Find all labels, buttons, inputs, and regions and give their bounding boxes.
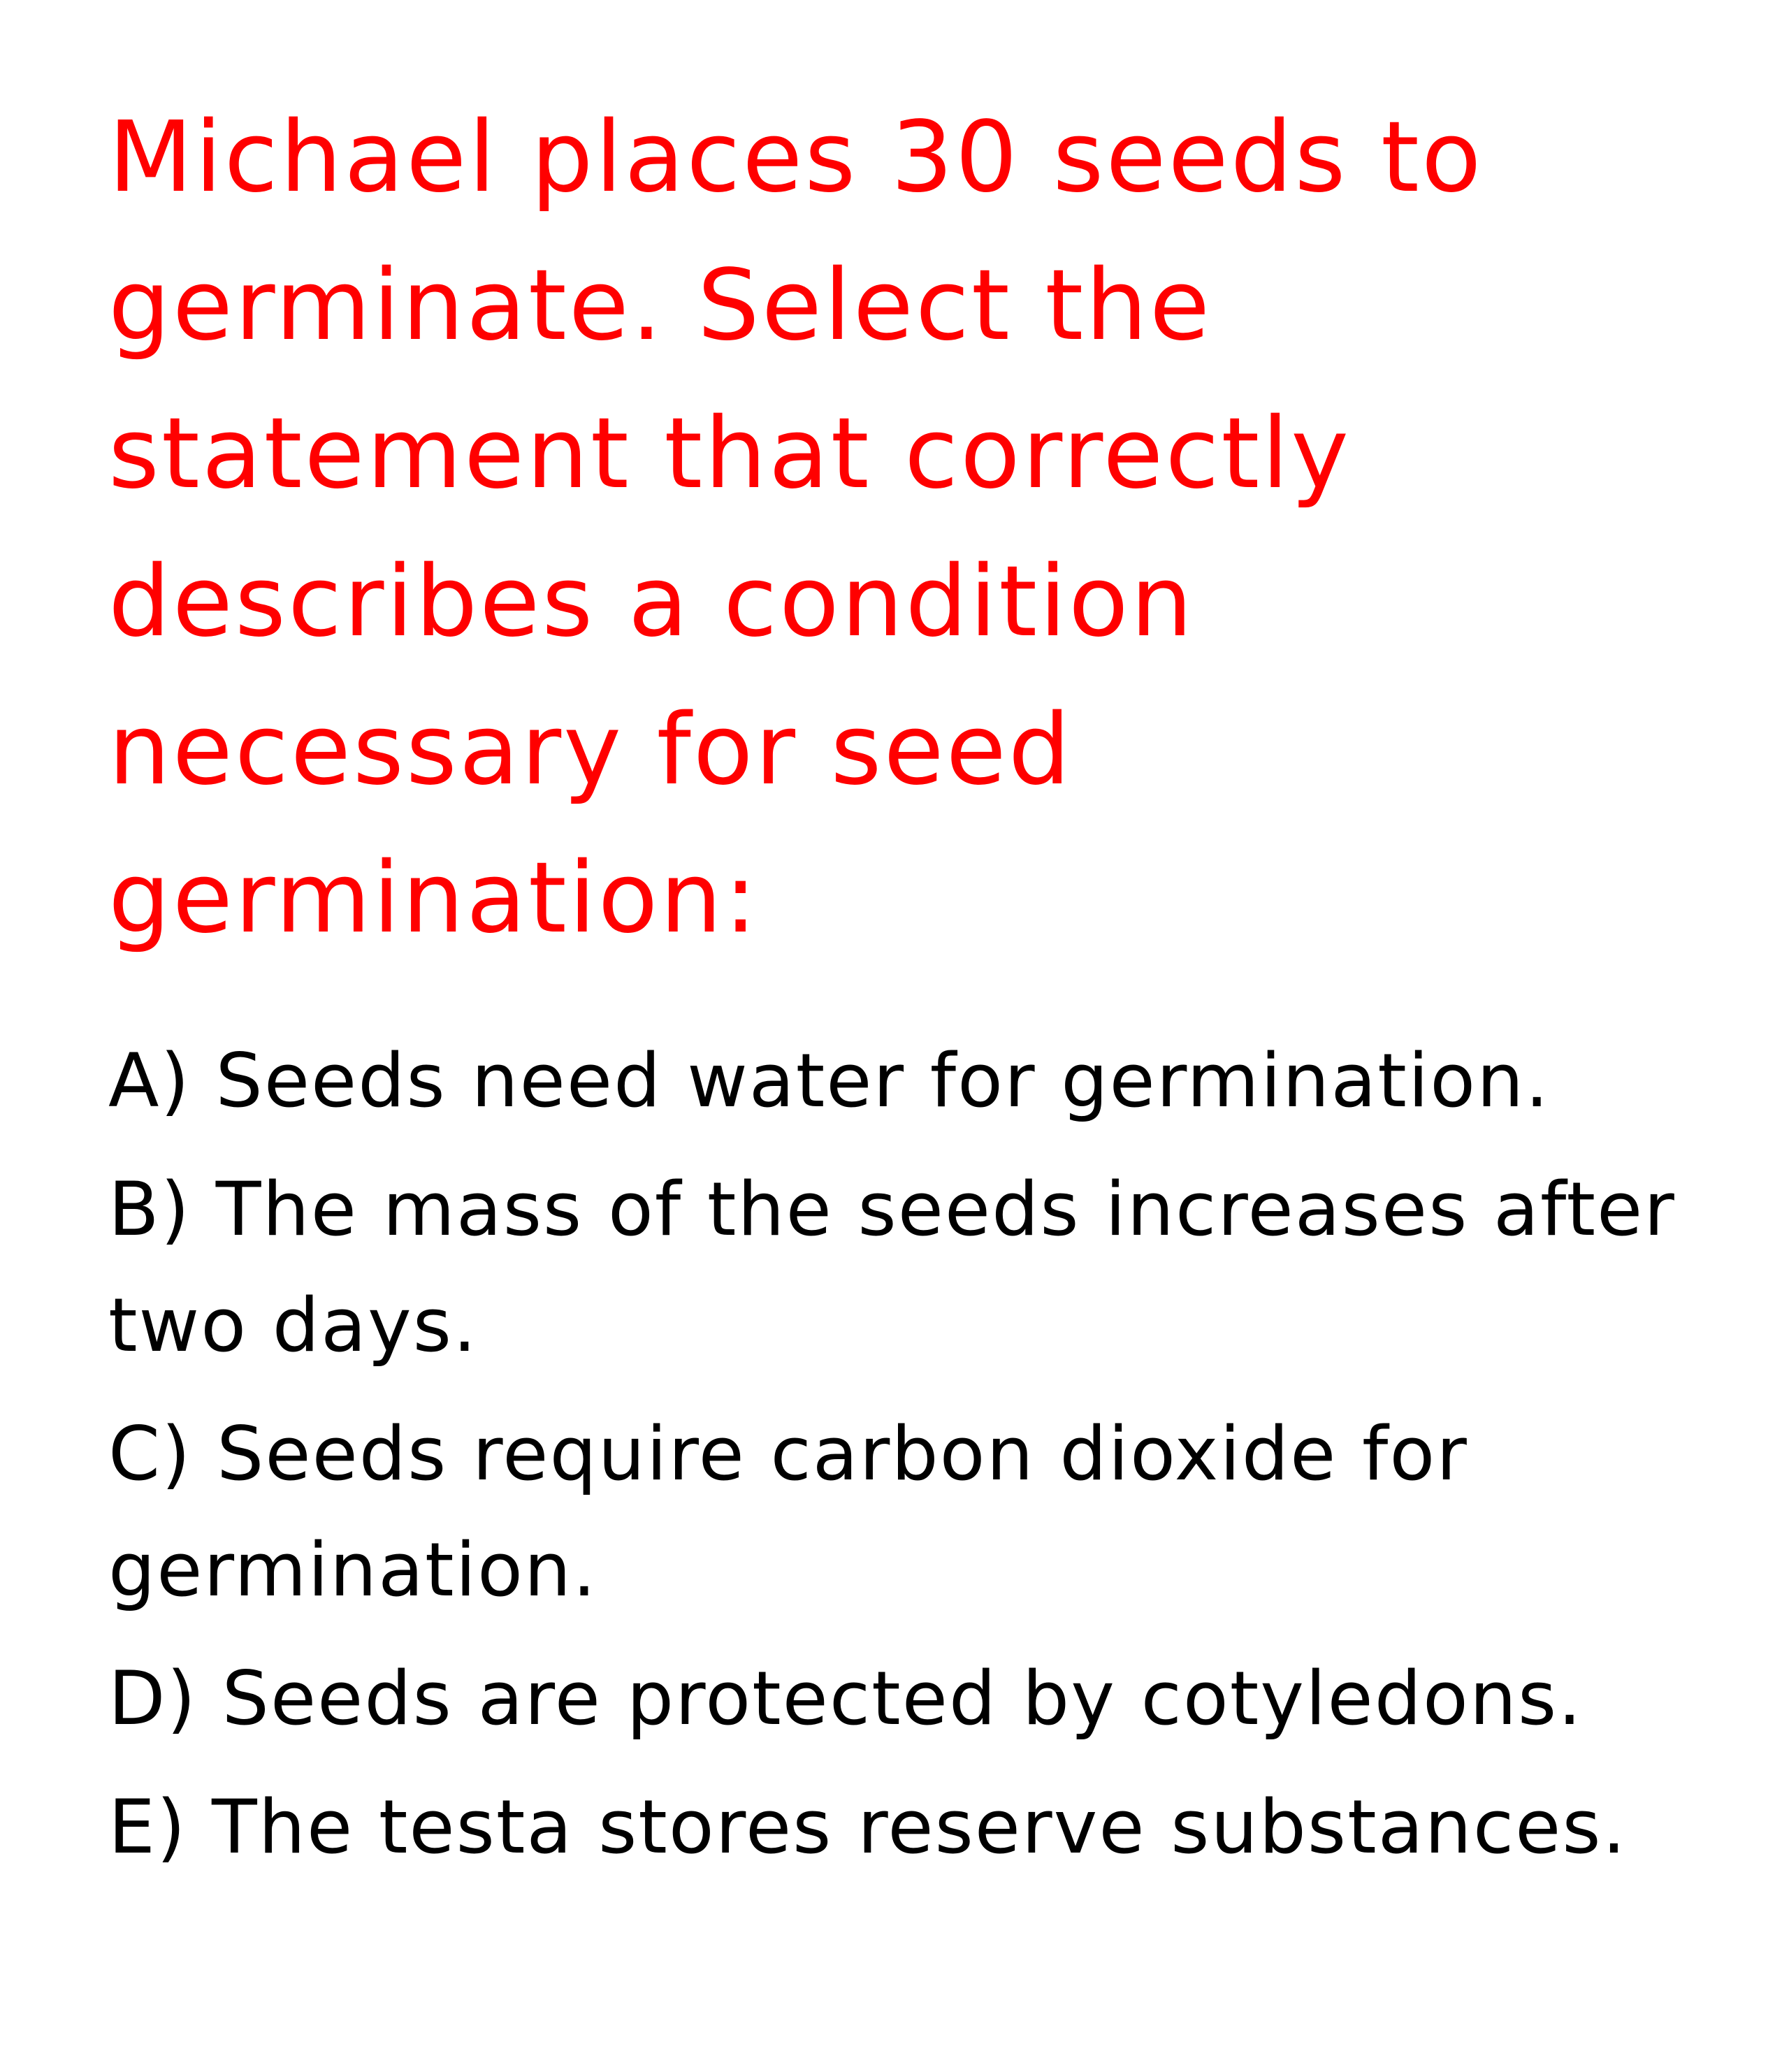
option-a[interactable]: A) Seeds need water for germination. (108, 1038, 1551, 1124)
option-b[interactable]: B) The mass of the seeds increases after two days. (108, 1166, 1676, 1368)
answer-options (108, 1023, 1716, 1885)
question-text: Michael places 30 seeds to germinate. Select the statement that correctly describes a condition necessary for seed germination: (108, 101, 1484, 955)
option-d[interactable]: D) Seeds are protected by cotyledons. (108, 1656, 1583, 1741)
question-card (108, 84, 1716, 1898)
option-e[interactable]: E) The testa stores reserve substances. (108, 1784, 1628, 1870)
option-c[interactable]: C) Seeds require carbon dioxide for germination. (108, 1411, 1468, 1613)
